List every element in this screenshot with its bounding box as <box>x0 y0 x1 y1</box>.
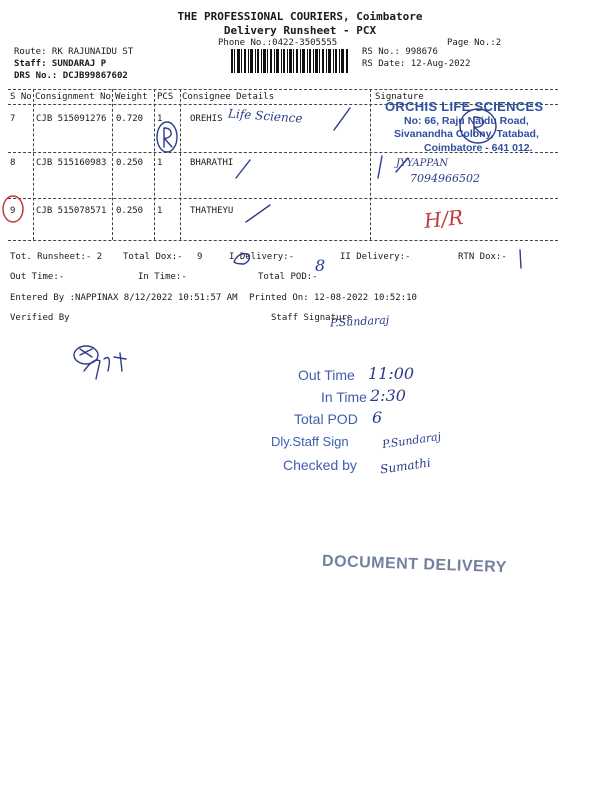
row-pcs: 1 <box>157 206 163 216</box>
ii-delivery-label: II Delivery:- <box>340 252 411 262</box>
total-pod-label: Total POD:- <box>258 272 318 282</box>
total-runsheet: Tot. Runsheet:- 2 <box>10 252 103 262</box>
header-signature: Signature <box>375 92 424 102</box>
company-name: THE PROFESSIONAL COURIERS, Coimbatore <box>177 10 423 23</box>
handwritten-out-time: 11:00 <box>368 364 415 383</box>
checklist-checked-by-label: Checked by <box>283 457 357 473</box>
verified-by-label: Verified By <box>10 313 70 323</box>
total-dox-value: 9 <box>197 252 203 262</box>
route-label: Route: RK RAJUNAIDU ST <box>14 47 134 57</box>
stamp-address-line2: Sivanandha Colony, Tatabad, <box>394 128 539 140</box>
row-consignee: THATHEYU <box>190 206 234 216</box>
header-pcs: PCS <box>157 92 174 102</box>
red-circle-mark <box>3 196 23 222</box>
document-delivery-stamp: DOCUMENT DELIVERY <box>321 552 508 577</box>
table-pen-marks <box>0 0 600 260</box>
totals-pen-marks <box>0 240 600 280</box>
handwritten-staff-sign: P.Sundaraj <box>381 429 442 452</box>
r-mark <box>474 117 484 136</box>
stamp-address-line1: No: 66, Raju Naidu Road, <box>404 115 529 127</box>
stroke-mark <box>520 250 521 268</box>
i-delivery-label: I Delivery:- <box>229 252 295 262</box>
r-mark <box>164 128 172 147</box>
phone-number: Phone No.:0422-3505555 <box>218 38 338 48</box>
out-time-label: Out Time:- <box>10 272 65 282</box>
zero-mark <box>234 254 249 264</box>
row-pcs: 1 <box>157 158 163 168</box>
header-consignee: Consignee Details <box>182 92 275 102</box>
verified-initials <box>60 335 160 385</box>
document-subtitle: Delivery Runsheet - PCX <box>223 24 377 37</box>
printed-on: Printed On: 12-08-2022 10:52:10 <box>249 293 417 303</box>
handwritten-receiver-name: JYYAPPAN <box>396 158 449 169</box>
row-sno: 8 <box>10 158 16 168</box>
handwritten-total-pod: 6 <box>372 408 383 427</box>
entered-by: Entered By :NAPPINAX 8/12/2022 10:51:57 AM <box>10 293 238 303</box>
checklist-total-pod-label: Total POD <box>294 411 358 427</box>
tick-mark <box>236 160 250 178</box>
in-time-label: In Time:- <box>138 272 187 282</box>
handwritten-note: Life Science <box>227 106 304 126</box>
page-number: Page No.:2 <box>447 38 502 48</box>
row-weight: 0.250 <box>116 206 144 216</box>
tick-mark <box>246 205 270 222</box>
row-consignment: CJB 515091276 <box>36 114 107 124</box>
staff-signature-label: Staff Signature <box>271 313 353 323</box>
row-consignment: CJB 515160983 <box>36 158 107 168</box>
handwritten-in-time: 2:30 <box>370 386 406 405</box>
row-consignment: CJB 515078571 <box>36 206 107 216</box>
handwritten-phone: 7094966502 <box>410 172 480 185</box>
handwritten-pod-count: 8 <box>315 256 326 275</box>
header-consignment: Consignment No <box>35 92 111 102</box>
drs-number: DRS No.: DCJB99867602 <box>14 71 128 81</box>
signature-stroke <box>378 156 408 178</box>
total-dox-label: Total Dox:- <box>123 252 183 262</box>
handwritten-checked-by: Sumathi <box>379 455 432 477</box>
stamp-circle-mark <box>460 109 496 143</box>
staff-signature-handwriting: P.Sundaraj <box>329 313 390 330</box>
header-weight: Weight <box>115 92 148 102</box>
row-consignee: BHARATHI <box>190 158 234 168</box>
row-consignee: OREHIS <box>190 114 223 124</box>
handwritten-hr-mark: H/R <box>422 205 465 233</box>
row-sno: 7 <box>10 114 16 124</box>
stamp-company-name: ORCHIS LIFE SCIENCES <box>385 99 544 114</box>
header-sno: S No <box>10 92 32 102</box>
row-sno: 9 <box>10 206 16 216</box>
checklist-staff-sign-label: Dly.Staff Sign <box>271 434 349 449</box>
row-weight: 0.720 <box>116 114 144 124</box>
rs-number: RS No.: 998676 <box>362 47 438 57</box>
checklist-in-time-label: In Time <box>321 389 367 405</box>
stamp-address-line3: Coimbatore - 641 012. <box>424 142 533 154</box>
staff-label: Staff: SUNDARAJ P <box>14 59 107 69</box>
rtn-dox-label: RTN Dox:- <box>458 252 507 262</box>
row-weight: 0.250 <box>116 158 144 168</box>
rs-date: RS Date: 12-Aug-2022 <box>362 59 471 69</box>
row-pcs: 1 <box>157 114 163 124</box>
checklist-out-time-label: Out Time <box>298 367 355 383</box>
tick-mark <box>334 108 350 130</box>
circle-mark <box>157 122 177 152</box>
